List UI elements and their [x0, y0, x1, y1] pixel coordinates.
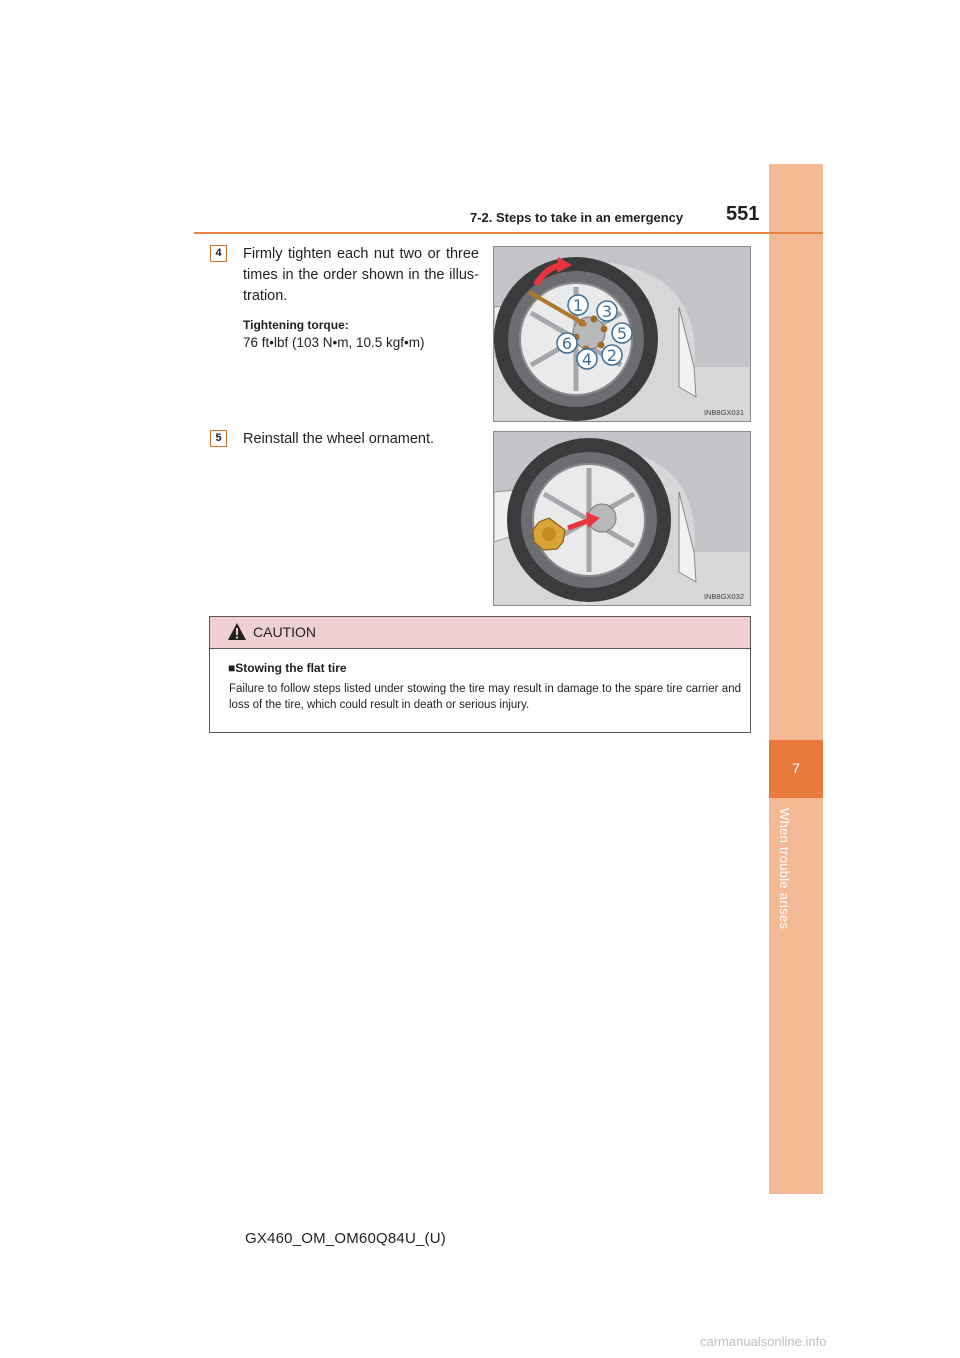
document-code: GX460_OM_OM60Q84U_(U)	[245, 1230, 446, 1247]
warning-triangle-icon	[227, 622, 247, 641]
nut-label: 5	[616, 324, 628, 343]
nut-label: 4	[581, 350, 593, 369]
step-text: Reinstall the wheel ornament.	[243, 431, 435, 447]
step-text: Firmly tighten each nut two or three times in the order shown in the illus-tration.	[243, 246, 479, 304]
watermark[interactable]: carmanualsonline.info	[700, 1334, 827, 1349]
nut-label: 2	[606, 346, 618, 365]
chapter-number: 7	[792, 760, 800, 776]
caution-heading: ■Stowing the flat tire	[228, 661, 347, 675]
sidebar-band	[769, 164, 823, 1194]
page-number: 551	[726, 203, 760, 225]
chapter-title: When trouble arises	[777, 808, 792, 930]
caution-label: CAUTION	[253, 624, 316, 640]
torque-value: 76 ft•lbf (103 N•m, 10.5 kgf•m)	[243, 335, 425, 350]
nut-label: 3	[601, 302, 613, 321]
chapter-tab[interactable]	[769, 740, 823, 798]
figure-code: INB8GX031	[703, 408, 744, 417]
nut-label: 1	[572, 296, 584, 315]
step-number-badge: 5	[210, 430, 227, 447]
caution-box	[209, 616, 751, 733]
section-title: 7-2. Steps to take in an emergency	[470, 210, 684, 225]
torque-label: Tightening torque:	[243, 318, 349, 332]
figure-code: INB8GX032	[703, 592, 744, 601]
wheel-ornament-figure	[493, 431, 751, 606]
caution-header	[210, 617, 750, 649]
step-number-badge: 4	[210, 245, 227, 262]
header-rule	[194, 232, 823, 234]
nut-label: 6	[561, 334, 573, 353]
wheel-nut-tightening-figure	[493, 246, 751, 422]
caution-body: Failure to follow steps listed under stowing the tire may result in damage to the spare tire carrier and loss of the tire, which could result in death or serious injury.	[229, 683, 741, 711]
